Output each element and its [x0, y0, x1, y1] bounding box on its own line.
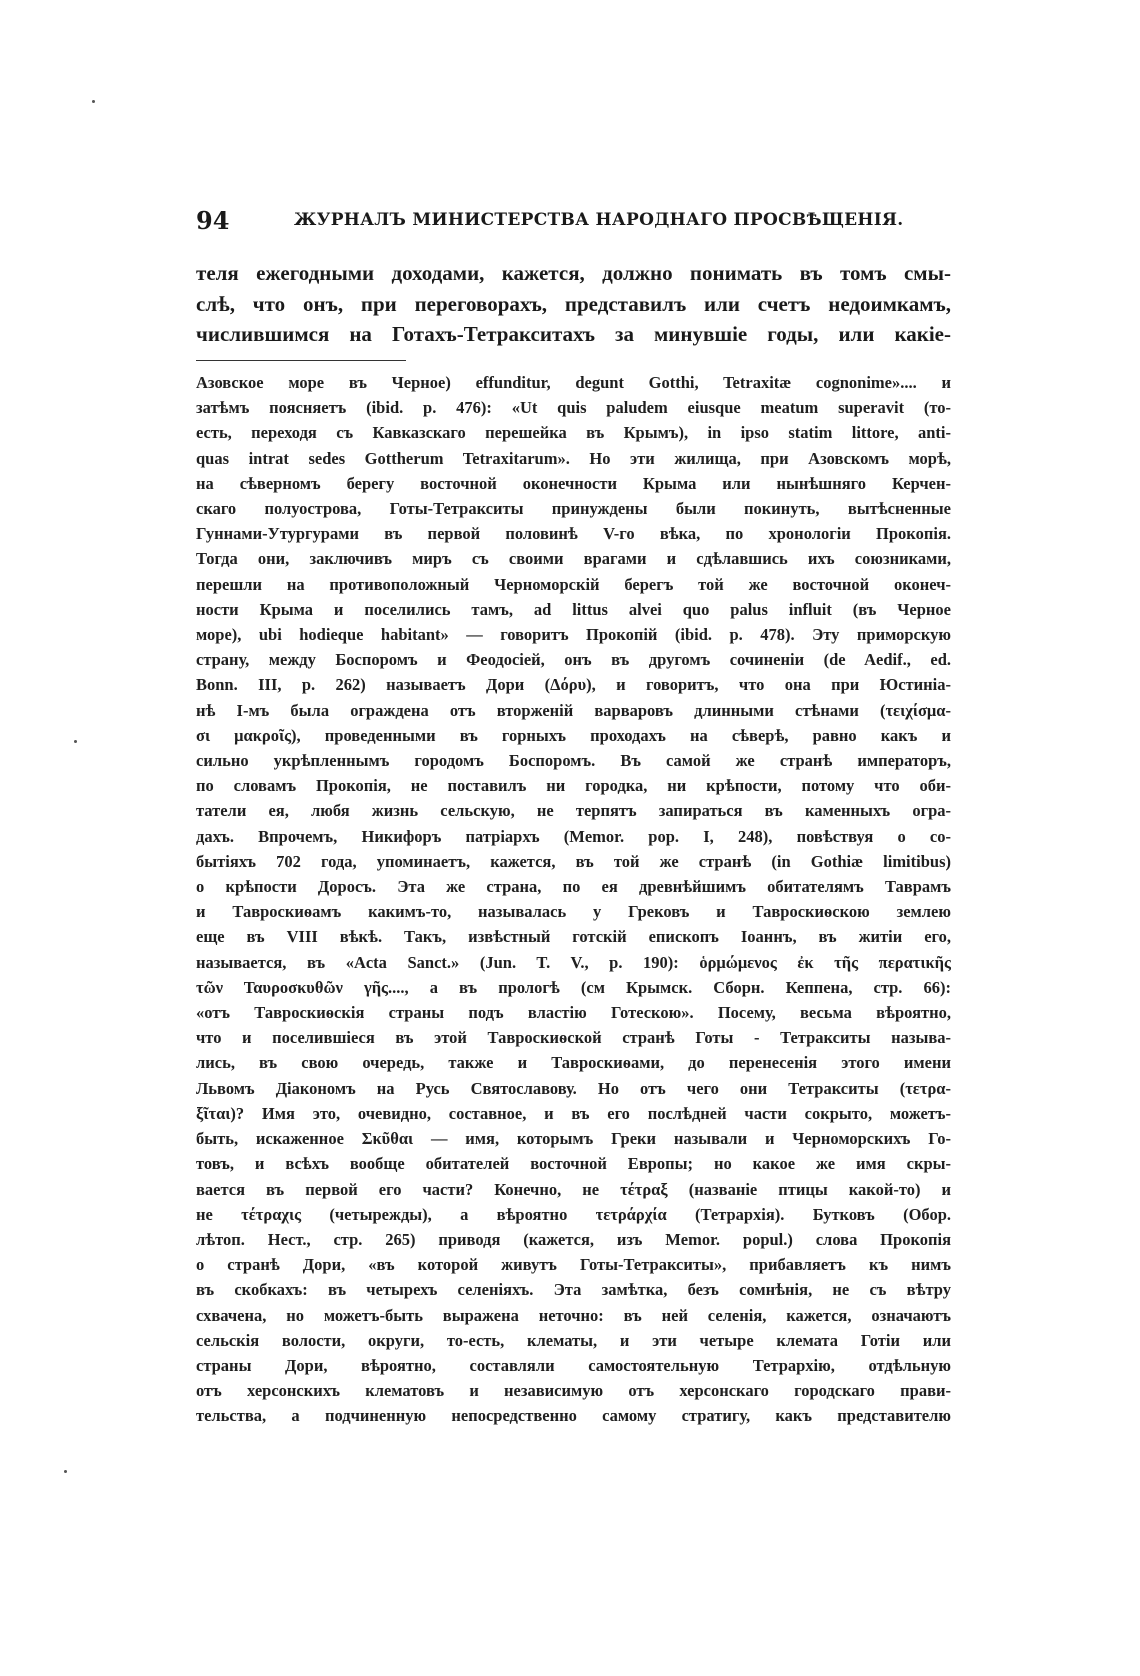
footnote-line: Bonn. III, p. 262) называетъ Дори (Δόρυ), и говоритъ, что она при Юстиніа-: [196, 675, 951, 695]
footnote-line: о крѣпости Доросъ. Эта же страна, по ея древнѣйшимъ обитателямъ Таврамъ: [196, 877, 951, 897]
footnote-line: и Тавроскиѳамъ какимъ-то, называлась у Грековъ и Тавроскиѳскою землею: [196, 902, 951, 922]
page-header: [196, 206, 951, 236]
footnote-line: σι μακροῖς), проведенными въ горныхъ проходахъ на сѣверѣ, равно какъ и: [196, 725, 951, 745]
main-text-line: числившимся на Готахъ-Тетракситахъ за минувшіе годы, или какіе-: [196, 322, 951, 346]
footnote-line: вается въ первой его части? Конечно, не τέτραξ (названіе птицы какой-то) и: [196, 1179, 951, 1199]
footnote-line: сельскія волости, округи, то-есть, клематы, и эти четыре клемата Готіи или: [196, 1330, 951, 1350]
footnote-line: ξῖται)? Имя это, очевидно, составное, и въ его послѣдней части сокрыто, можетъ-: [196, 1103, 951, 1123]
footnote-line: «отъ Тавроскиѳскія страны подъ властію Готескою». Посему, весьма вѣроятно,: [196, 1003, 951, 1023]
scan-speck: [64, 1470, 67, 1473]
footnote-line: страну, между Боспоромъ и Феодосіей, онъ въ другомъ сочиненіи (de Aedif., ed.: [196, 650, 951, 670]
footnote-line: въ скобкахъ: въ четырехъ селеніяхъ. Эта замѣтка, безъ сомнѣнія, не съ вѣтру: [196, 1280, 951, 1300]
footnote-line: скаго полуострова, Готы-Тетракситы принуждены были покинуть, вытѣсненные: [196, 499, 951, 519]
footnote-line: называется, въ «Acta Sanct.» (Jun. T. V., p. 190): ὁρμώμενος ἐκ τῆς περατικῆς: [196, 952, 951, 972]
footnote-line: сильно укрѣпленнымъ городомъ Боспоромъ. Въ самой же странѣ императоръ,: [196, 751, 951, 771]
footnote-line: бытіяхъ 702 года, упоминаетъ, кажется, въ той же странѣ (in Gothiæ limitibus): [196, 851, 951, 871]
footnote-line: на сѣверномъ берегу восточной оконечности Крыма или нынѣшняго Керчен-: [196, 473, 951, 493]
footnote-line: дахъ. Впрочемъ, Никифоръ патріархъ (Memor. pop. I, 248), повѣствуя о со-: [196, 826, 951, 846]
footnote-line: нѣ І-мъ была ограждена отъ вторженій варваровъ длинными стѣнами (τειχίσμα-: [196, 700, 951, 720]
main-text: [196, 258, 951, 350]
footnote-line: Тогда они, заключивъ миръ съ своими врагами и сдѣлавшись ихъ союзниками,: [196, 549, 951, 569]
scan-speck: [92, 100, 95, 103]
footnote-line: Гуннами-Утургурами въ первой половинѣ V-го вѣка, по хронологіи Прокопія.: [196, 524, 951, 544]
footnote-line: перешли на противоположный Черноморскій берегъ той же восточной оконеч-: [196, 574, 951, 594]
footnote-line: о странѣ Дори, «въ которой живутъ Готы-Тетракситы», прибавляетъ къ нимъ: [196, 1255, 951, 1275]
footnote-line: лѣтоп. Нест., стр. 265) приводя (кажется, изъ Memor. popul.) слова Прокопія: [196, 1229, 951, 1249]
footnote-divider: [196, 360, 406, 361]
running-title: ЖУРНАЛЪ МИНИСТЕРСТВА НАРОДНАГО ПРОСВѢЩЕНІЯ.: [294, 210, 904, 230]
footnote-line: страны Дори, вѣроятно, составляли самостоятельную Тетрархію, отдѣльную: [196, 1355, 951, 1375]
footnote-line: ности Крыма и поселились тамъ, ad littus alvei quo palus influit (въ Черное: [196, 599, 951, 619]
footnote-block: [196, 370, 951, 1429]
footnote-line: не τέτραχις (четырежды), а вѣроятно τετράρχία (Тетрархія). Бутковъ (Обор.: [196, 1204, 951, 1224]
page-number: 94: [196, 206, 230, 235]
footnote-line: товъ, и всѣхъ вообще обитателей восточной Европы; но какое же имя скры-: [196, 1154, 951, 1174]
footnote-line: τῶν Ταυροσκυθῶν γῆς...., а въ прологѣ (см Крымск. Сборн. Кеппена, стр. 66):: [196, 977, 951, 997]
footnote-line: Львомъ Діакономъ на Русь Святославову. Но отъ чего они Тетракситы (τετρα-: [196, 1078, 951, 1098]
footnote-line: Азовское море въ Черное) effunditur, degunt Gotthi, Tetraxitæ cognonime».... и: [196, 373, 951, 392]
footnote-line: затѣмъ поясняетъ (ibid. p. 476): «Ut quis paludem eiusque meatum superavit (то-: [196, 398, 951, 418]
scan-speck: [74, 740, 77, 743]
footnote-line: лись, въ свою очередь, также и Тавроскиѳами, до перенесенія этого имени: [196, 1053, 951, 1073]
footnote-line: что и поселившіеся въ этой Тавроскиѳской странѣ Готы - Тетракситы называ-: [196, 1028, 951, 1048]
footnote-line: еще въ VIII вѣкѣ. Такъ, извѣстный готскій епископъ Іоаннъ, въ житіи его,: [196, 927, 951, 947]
footnote-line: схвачена, но можетъ-быть выражена неточно: въ ней селенія, кажется, означаютъ: [196, 1305, 951, 1325]
footnote-line: отъ херсонскихъ клематовъ и независимую отъ херсонскаго городскаго прави-: [196, 1381, 951, 1401]
footnote-line: есть, переходя съ Кавказскаго перешейка въ Крымъ), in ipso statim littore, anti-: [196, 423, 951, 443]
footnote-line: татели ея, любя жизнь сельскую, не терпятъ запираться въ каменныхъ огра-: [196, 801, 951, 821]
footnote-line: быть, искаженное Σκῦθαι — имя, которымъ Греки называли и Черноморскихъ Го-: [196, 1129, 951, 1149]
footnote-line: тельства, а подчиненную непосредственно самому стратигу, какъ представителю: [196, 1406, 951, 1426]
footnote-line: море), ubi hodieque habitant» — говоритъ Прокопій (ibid. p. 478). Эту приморскую: [196, 625, 951, 645]
footnote-line: по словамъ Прокопія, не поставилъ ни городка, ни крѣпости, потому что оби-: [196, 776, 951, 796]
footnote-line: quas intrat sedes Gottherum Tetraxitarum». Но эти жилища, при Азовскомъ морѣ,: [196, 448, 951, 468]
main-text-line: теля ежегодными доходами, кажется, должно понимать въ томъ смы-: [196, 261, 951, 285]
main-text-line: слѣ, что онъ, при переговорахъ, представилъ или счетъ недоимкамъ,: [196, 291, 951, 316]
